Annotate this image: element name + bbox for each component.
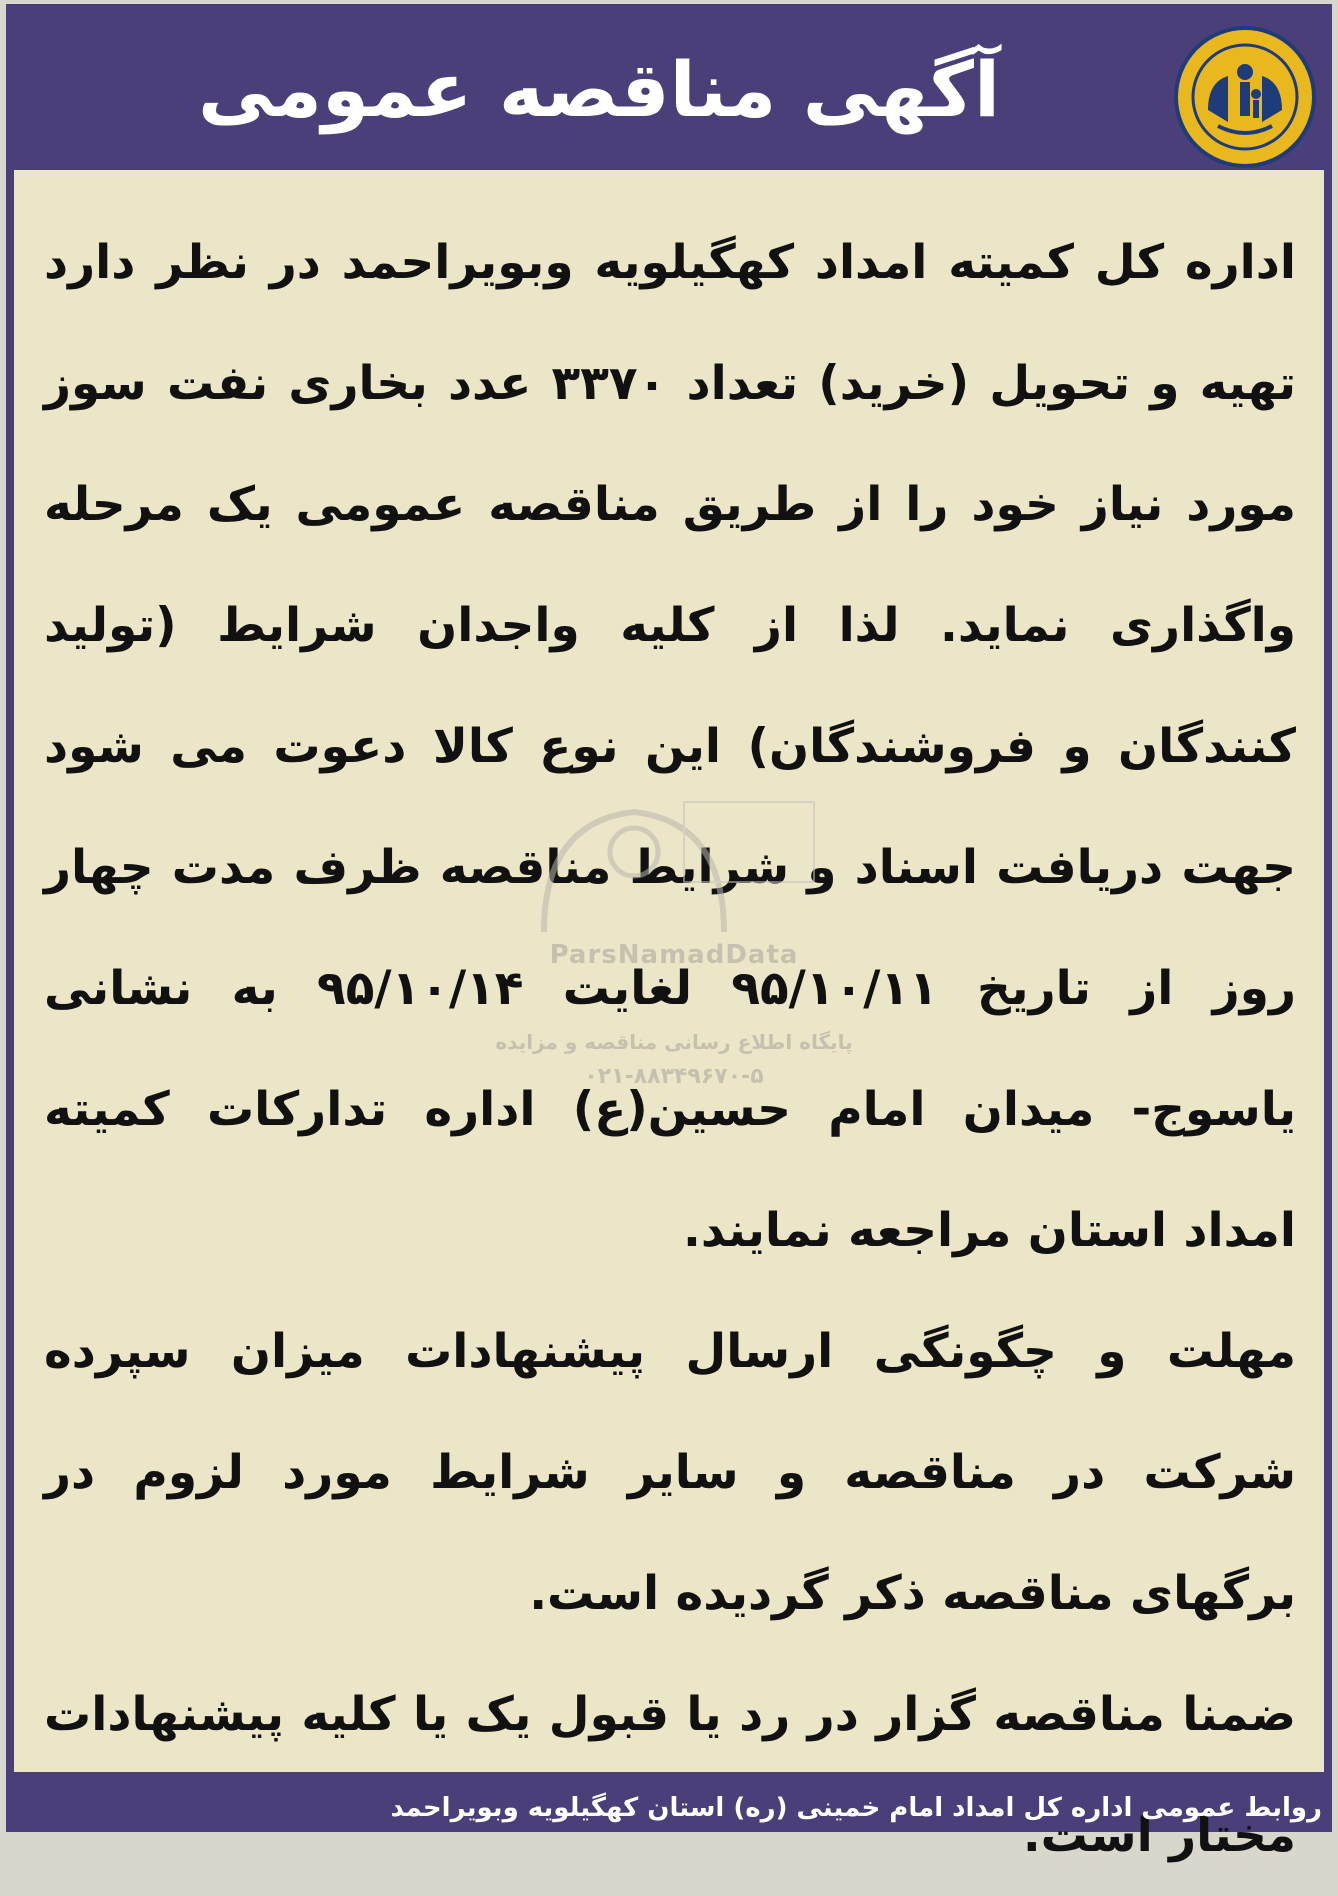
paragraph-deadline: مهلت و چگونگی ارسال پیشنهادات میزان سپرده شرکت در مناقصه و سایر شرایط مورد لزوم در برگهای مناقصه ذکر گردیده است. <box>44 1291 1296 1654</box>
footer-band <box>6 1782 1332 1832</box>
paragraph-rights: ضمنا مناقصه گزار در رد یا قبول یک یا کلیه پیشنهادات مختار است. <box>44 1654 1296 1896</box>
paragraph-invitation: اداره کل کمیته امداد کهگیلویه وبویراحمد در نظر دارد تهیه و تحویل (خرید) تعداد ۳۳۷۰ عدد بخاری نفت سوز مورد نیاز خود را از طریق مناقصه عمومی یک مرحله واگذاری نماید. لذا از کلیه واجدان شرایط (تولید کنندگان و فروشندگان) این نوع کالا دعوت می شود جهت دریافت اسناد و شرایط مناقصه ظرف مدت چهار روز از تاریخ ۹۵/۱۰/۱۱ لغایت ۹۵/۱۰/۱۴ به نشانی یاسوج- میدان امام حسین(ع) اداره تدارکات کمیته امداد استان مراجعه نمایند. <box>44 202 1296 1291</box>
tender-notice <box>6 4 1332 1832</box>
footer-credit: روابط عمومی اداره کل امداد امام خمینی (ره) استان کهگیلویه وبویراحمد <box>390 1788 1322 1828</box>
watermark-brand: ParsNamadData <box>484 940 864 970</box>
notice-body <box>44 202 1296 1896</box>
page-title: آگهی مناقصه عمومی <box>74 40 1124 140</box>
watermark-subtitle: پایگاه اطلاع رسانی مناقصه و مزایده <box>484 1030 864 1054</box>
relief-committee-logo-icon <box>1174 26 1316 168</box>
watermark-phone: ۰۲۱-۸۸۳۴۹۶۷۰-۵ <box>484 1064 864 1089</box>
header-band <box>14 12 1324 170</box>
